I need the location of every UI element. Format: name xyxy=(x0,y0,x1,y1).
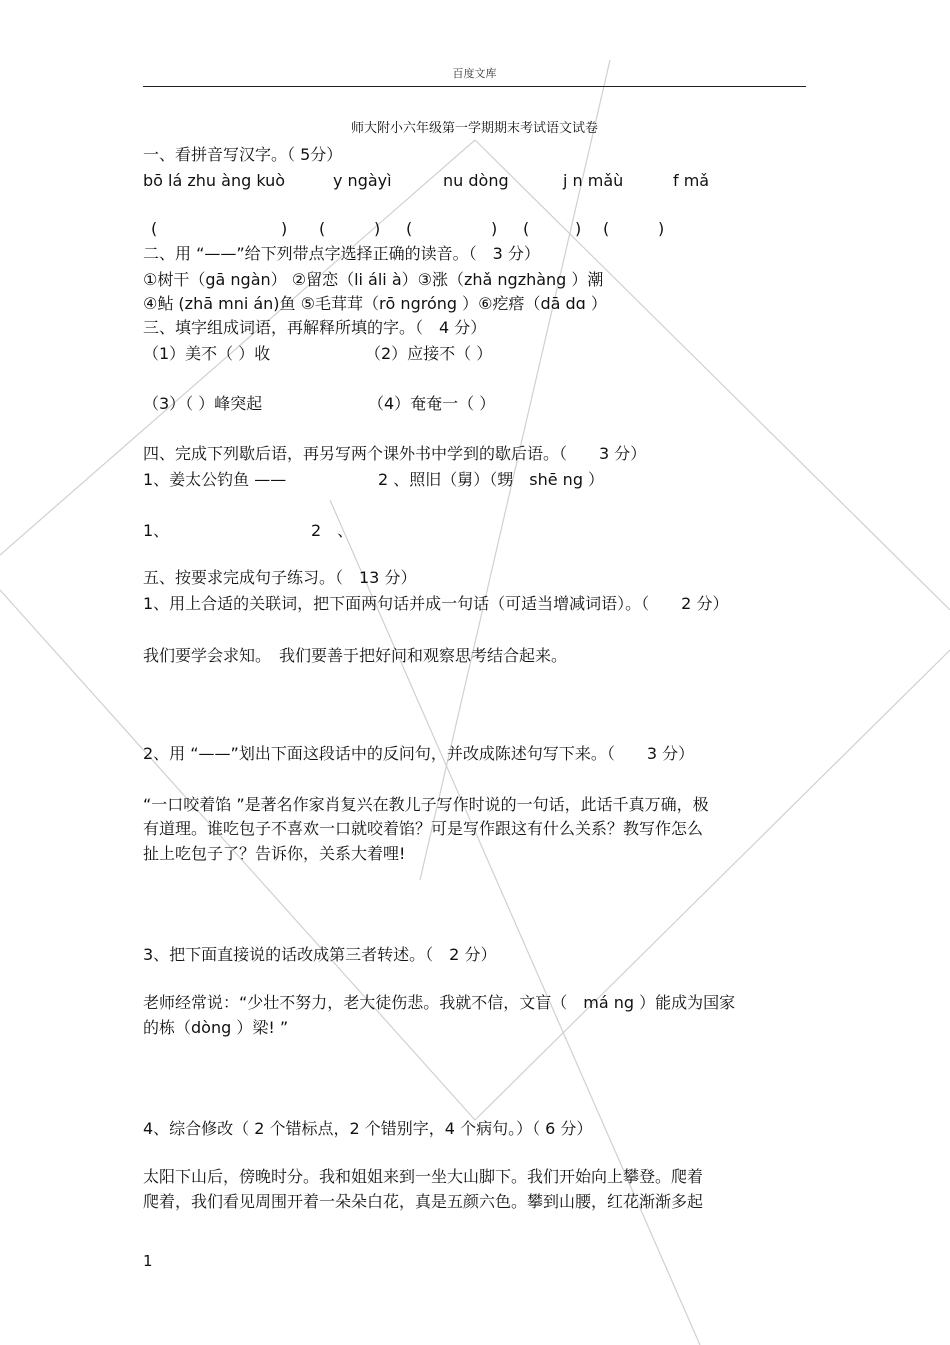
blank-close: ) xyxy=(491,219,498,238)
section-4-items xyxy=(143,469,808,491)
section-3-item-3: （3）（ ）峰突起 xyxy=(143,394,263,413)
section-4-item-2: 2 、照旧（舅）（甥 shē ng ） xyxy=(378,470,605,489)
section-1-pinyin xyxy=(143,170,808,192)
document-title: 师大附小六年级第一学期期末考试语文试卷 xyxy=(350,121,598,136)
section-5-heading: 五、按要求完成句子练习。（ 13 分） xyxy=(143,568,417,587)
question-1: 1、用上合适的关联词，把下面两句话并成一句话（可适当增减词语）。（ 2 分） xyxy=(143,594,729,613)
question-3-text-line-1: 老师经常说：“少壮不努力，老大徒伤悲。我就不信，文盲（ má ng ）能成为国家 xyxy=(143,993,736,1012)
page-number: 1 xyxy=(143,1252,153,1270)
page-header: 百度文库 xyxy=(452,67,497,80)
section-1-heading: 一、看拼音写汉字。（ 5分） xyxy=(143,145,343,164)
question-2-text-line-2: 有道理。谁吃包子不喜欢一口就咬着馅？可是写作跟这有什么关系？教写作怎么 xyxy=(143,819,704,838)
blank-close: ) xyxy=(281,219,288,238)
section-3-item-1: （1）美不（ ）收 xyxy=(143,344,271,363)
question-3-text-line-2: 的栋（dòng ）梁! ” xyxy=(143,1018,289,1037)
pinyin-item: nu dòng xyxy=(443,171,509,190)
question-1-text: 我们要学会求知。 我们要善于把好问和观察思考结合起来。 xyxy=(143,646,568,665)
section-4-item-1: 1、姜太公钓鱼 —— xyxy=(143,470,287,489)
section-3-item-4: （4）奄奄一（ ） xyxy=(368,394,496,413)
pinyin-item: y ngàyì xyxy=(333,171,392,190)
section-2-line-1: ①树干（gā ngàn） ②留恋（li áli à）③涨（zhǎ ngzhàng ）潮 xyxy=(143,270,604,289)
question-2: 2、用 “——”划出下面这段话中的反问句，并改成陈述句写下来。（ 3 分） xyxy=(143,744,695,763)
section-4-blanks xyxy=(143,520,808,542)
section-4-blank-2: 2 、 xyxy=(311,521,354,540)
blank-open: ( xyxy=(151,219,158,238)
question-4: 4、综合修改（ 2 个错标点，2 个错别字，4 个病句。）（ 6 分） xyxy=(143,1119,593,1138)
blank-open: ( xyxy=(603,219,610,238)
section-3-row-2 xyxy=(143,393,808,415)
question-2-text-line-3: 扯上吃包子了？告诉你，关系大着哩! xyxy=(143,844,406,863)
blank-close: ) xyxy=(374,219,381,238)
section-3-item-2: （2）应接不（ ） xyxy=(365,344,493,363)
section-3-row-1 xyxy=(143,343,808,365)
section-3-heading: 三、填字组成词语，再解释所填的字。（ 4 分） xyxy=(143,318,487,337)
blank-close: ) xyxy=(658,219,665,238)
question-4-text-line-2: 爬着，我们看见周围开着一朵朵白花，真是五颜六色。攀到山腰，红花渐渐多起 xyxy=(143,1192,704,1211)
section-2-heading: 二、用 “——”给下列带点字选择正确的读音。（ 3 分） xyxy=(143,244,540,263)
pinyin-item: bō lá zhu àng kuò xyxy=(143,171,286,190)
blank-close: ) xyxy=(575,219,582,238)
section-1-answer-blanks xyxy=(143,218,808,240)
question-4-text-line-1: 太阳下山后，傍晚时分。我和姐姐来到一坐大山脚下。我们开始向上攀登。爬着 xyxy=(143,1167,704,1186)
question-2-text-line-1: “一口咬着馅 ”是著名作家肖复兴在教儿子写作时说的一句话，此话千真万确，极 xyxy=(143,795,709,814)
pinyin-item: j n mǎù xyxy=(563,171,624,190)
blank-open: ( xyxy=(406,219,413,238)
section-2-line-2: ④鲇 (zhā mni án)鱼 ⑤毛茸茸（rō ngróng ）⑥疙瘩（dā dɑ ） xyxy=(143,294,607,313)
pinyin-item: f mǎ xyxy=(673,171,710,190)
section-4-blank-1: 1、 xyxy=(143,521,170,540)
blank-open: ( xyxy=(523,219,530,238)
question-3: 3、把下面直接说的话改成第三者转述。（ 2 分） xyxy=(143,945,497,964)
section-4-heading: 四、完成下列歇后语，再另写两个课外书中学到的歇后语。（ 3 分） xyxy=(143,444,647,463)
header-divider xyxy=(143,86,806,87)
blank-open: ( xyxy=(319,219,326,238)
